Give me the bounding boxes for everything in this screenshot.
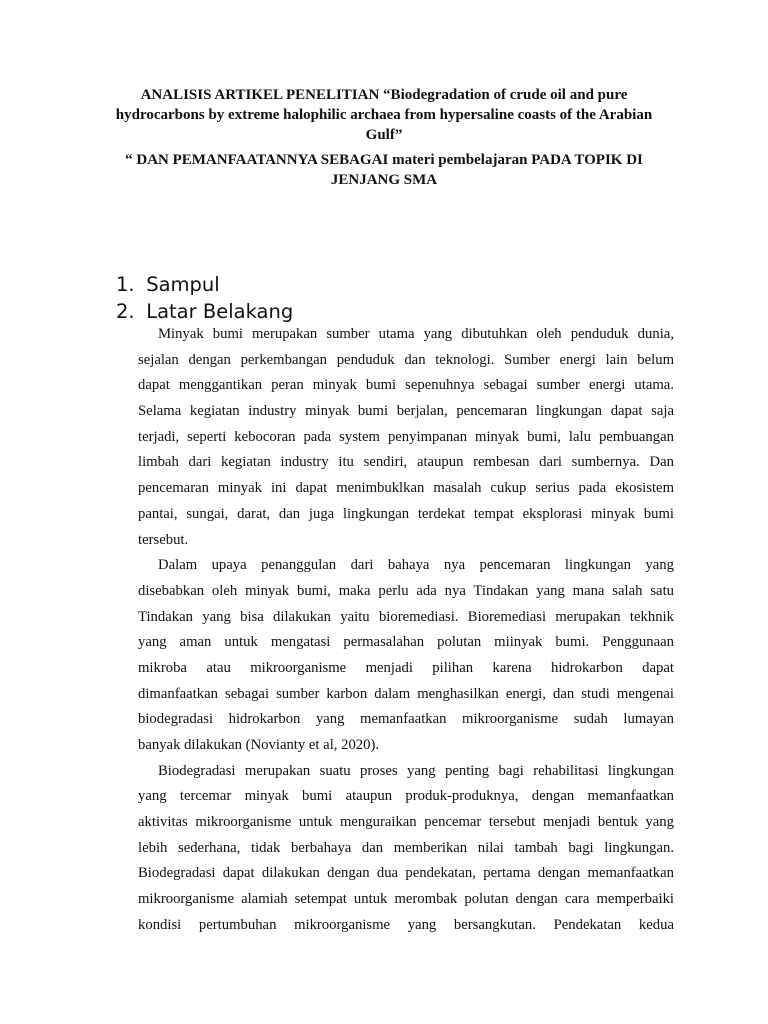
paragraph-line: pencemaran minyak ini dapat menimbuklkan masalah cukup serius pada ekosistem xyxy=(138,480,674,497)
document-title: ANALISIS ARTIKEL PENELITIAN “Biodegradation of crude oil and pure hydrocarbons by extreme halophilic archaea from hypersaline coasts of the Arabian Gulf” xyxy=(115,87,653,143)
paragraph-line: dimanfaatkan sebagai sumber karbon dalam menghasilkan energi, dan studi mengenai xyxy=(138,685,674,702)
paragraph-line: Selama kegiatan industry minyak bumi berjalan, pencemaran lingkungan dapat saja xyxy=(138,403,674,420)
paragraph-line: Minyak bumi merupakan sumber utama yang dibutuhkan oleh penduduk dunia, xyxy=(158,326,674,342)
body-text xyxy=(138,322,674,939)
paragraph-line: kondisi pertumbuhan mikroorganisme yang bersangkutan. Pendekatan kedua xyxy=(138,916,674,933)
paragraph-line: yang tercemar minyak bumi ataupun produk-produknya, dengan memanfaatkan xyxy=(138,788,674,805)
document-subtitle: “ DAN PEMANFAATANNYA SEBAGAI materi pembelajaran PADA TOPIK DI JENJANG SMA xyxy=(125,152,643,188)
paragraph-line: pantai, sungai, darat, dan juga lingkungan terdekat tempat eksplorasi minyak bumi xyxy=(138,505,674,522)
paragraph-line: banyak dilakukan (Novianty et al, 2020). xyxy=(138,737,380,753)
paragraph-line: tersebut. xyxy=(138,531,189,548)
paragraph-line: terjadi, seperti kebocoran pada system penyimpanan minyak bumi, lalu pembuangan xyxy=(138,428,674,445)
paragraph-line: sejalan dengan perkembangan penduduk dan teknologi. Sumber energi lain belum xyxy=(138,351,674,368)
paragraph-line: lebih sederhana, tidak berbahaya dan memberikan nilai tambah bagi lingkungan. xyxy=(138,839,674,856)
section-label: Latar Belakang xyxy=(146,300,294,323)
paragraph-line: aktivitas mikroorganisme untuk menguraikan pencemar tersebut menjadi bentuk yang xyxy=(138,814,674,831)
paragraph-line: Dalam upaya penanggulan dari bahaya nya pencemaran lingkungan yang xyxy=(158,557,674,574)
paragraph-line: disebabkan oleh minyak bumi, maka perlu ada nya Tindakan yang mana salah satu xyxy=(138,582,674,599)
section-number: 2. xyxy=(116,300,135,323)
paragraph-line: biodegradasi hidrokarbon yang memanfaatkan mikroorganisme sudah lumayan xyxy=(138,711,674,728)
section-number: 1. xyxy=(116,273,135,296)
section-label: Sampul xyxy=(146,273,220,296)
section-heading-sampul xyxy=(116,272,220,298)
paragraph-line: yang aman untuk mengatasi permasalahan polutan miinyak bumi. Penggunaan xyxy=(138,634,674,651)
paragraph-line: Biodegradasi dapat dilakukan dengan dua pendekatan, pertama dengan memanfaatkan xyxy=(138,865,674,882)
paragraph-line: dapat menggantikan peran minyak bumi sepenuhnya sebagai sumber energi utama. xyxy=(138,377,674,394)
paragraph-line: mikroorganisme alamiah setempat untuk merombak polutan dengan cara memperbaiki xyxy=(138,891,674,908)
paragraph-line: Tindakan yang bisa dilakukan yaitu bioremediasi. Bioremediasi merupakan tekhnik xyxy=(138,608,674,625)
paragraph-line: limbah dari kegiatan industry itu sendiri, ataupun rembesan dari sumbernya. Dan xyxy=(138,454,674,471)
paragraph-line: mikroba atau mikroorganisme menjadi pilihan karena hidrokarbon dapat xyxy=(138,659,674,676)
paragraph-line: Biodegradasi merupakan suatu proses yang penting bagi rehabilitasi lingkungan xyxy=(158,762,674,779)
